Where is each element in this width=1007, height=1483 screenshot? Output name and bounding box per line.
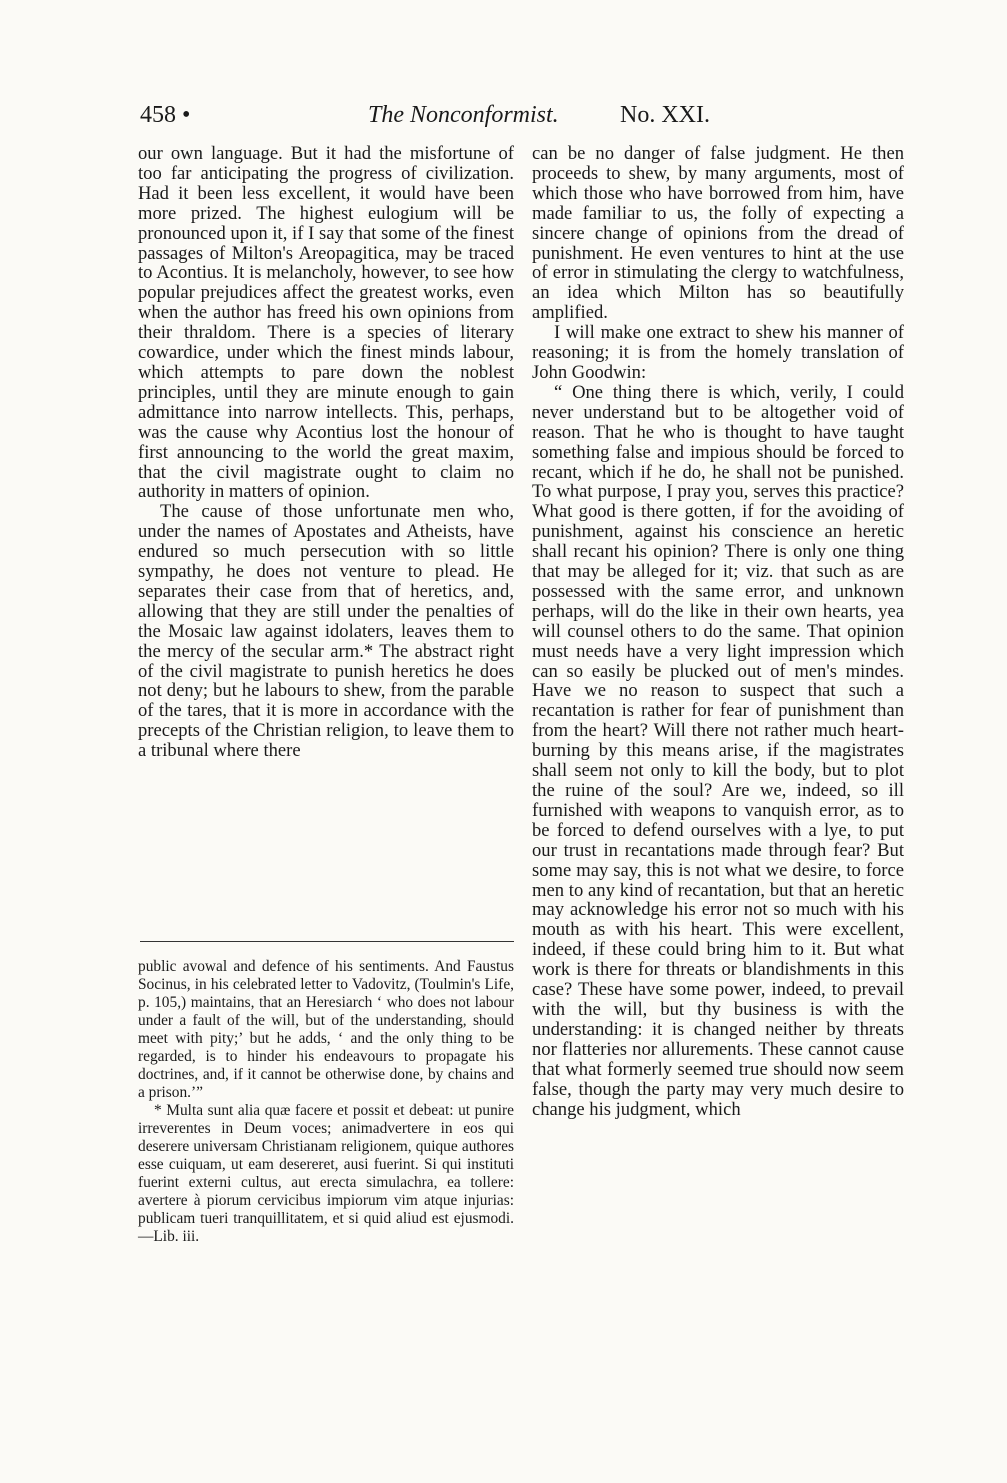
right-paragraph-3: “ One thing there is which, verily, I could never understand but to be altogether void of reason. That he who is thought to have taught something false and impious should be forced to recant, which if he do, he shall not be punished. To what purpose, I pray you, serves this practice? What good is there gotten, if for the avoiding of punishment, against his conscience an heretic shall recant his opinion? There is only one thing that may be alleged for it; viz. that such as are possessed with the same error, and unknown perhaps, will do the like in their own hearts, yea will counsel others to do the same. That opinion must needs have a very light impression which can so easily be plucked out of men's mindes. Have we no reason to suspect that such a recantation is rather for fear of punishment than from the heart? Will there not rather much heart-burning by this means arise, if the magistrates shall seem not only to kill the body, but to plot the ruine of the soul? Are we, indeed, so ill furnished with weapons to vanquish error, as to be forced to defend ourselves with a lye, to put our trust in recantations made through fear? But some may say, this is not what we desire, to force men to any kind of recantation, but that an heretic may acknowledge his error not so much with his mouth as with his heart. This were excellent, indeed, if these could bring him to it. But what work is there for threats or blandishments in this case? These have some power, indeed, to prevail with the will, but thy business is with the understanding: it is changed neither by threats nor flatteries nor allurements. These cannot cause that what formerly seemed true should now seem false, though the party may very much desire to change his judgment, which [532,381,904,1120]
running-head: The Nonconformist. [368,102,559,128]
left-paragraph-2: The cause of those unfortunate men who, under the names of Apostates and Atheists, have endured so much persecution with so little sympathy, he does not venture to plead. He separates their case from that of heretics, and, allowing that they are still under the penalties of the Mosaic law against idolaters, leaves them to the mercy of the secular arm.* The abstract right of the civil magistrate to punish heretics he does not deny; but he labours to shew, from the parable of the tares, that it is more in accordance with the precepts of the Christian religion, to leave them to a tribunal where there [138,501,514,762]
left-column [138,144,514,761]
footnote-divider [140,941,514,942]
left-paragraph-1: our own language. But it had the misfortune of too far anticipating the progress of civilization. Had it been less excellent, it would have been more prized. The highest eulogium will be pronounced upon it, if I say that some of the finest passages of Milton's Areopagitica, may be traced to Acontius. It is melancholy, however, to see how popular prejudices affect the greatest works, even when the author has freed his own opinions from their thraldom. There is a species of literary cowardice, under which the finest minds labour, which attempts to pare down the noblest principles, until they are minute enough to gain admittance into narrow intellects. This, perhaps, was the cause why Acontius lost the honour of first announcing to the world the great maxim, that the civil magistrate ought to claim no authority in matters of opinion. [138,143,514,503]
right-paragraph-2: I will make one extract to shew his manner of reasoning; it is from the homely translation of John Goodwin: [532,322,904,383]
footnote-latin: * Multa sunt alia quæ facere et possit et debeat: ut punire irreverentes in Deum voces; animadvertere in eos qui deserere universam Christianam religionem, quique authores esse cuiquam, ut eam desereret, ausi fuerint. Si qui instituti fuerint externi cultus, aut erecta simulachra, ea tollere: avertere à piorum cervicibus impiorum vim atque injurias: publicam tueri tranquillitatem, et si quid aliud est ejusmodi.—Lib. iii. [138,1102,514,1245]
footnotes [138,958,514,1246]
right-paragraph-1: can be no danger of false judgment. He then proceeds to shew, by many arguments, most of which those who have borrowed from him, have made familiar to us, the folly of expecting a sincere change of opinions from the dread of punishment. He even ventures to hint at the use of error in stimulating the clergy to watchfulness, an idea which Milton has so beautifully amplified. [532,143,904,324]
page-header [140,98,880,134]
footnote-continuation: public avowal and defence of his sentiments. And Faustus Socinus, in his celebrated letter to Vadovitz, (Toulmin's Life, p. 105,) maintains, that an Heresiarch ‘ who does not labour under a fault of the will, but of the understanding, should meet with pity;’ but he adds, ‘ and the only thing to be regarded, is to hinder his endeavours to propagate his doctrines, and, if it cannot be otherwise done, by chains and a prison.’” [138,958,514,1101]
issue-number: No. XXI. [620,102,710,128]
page-number: 458 • [140,102,191,128]
right-column [532,144,904,1119]
